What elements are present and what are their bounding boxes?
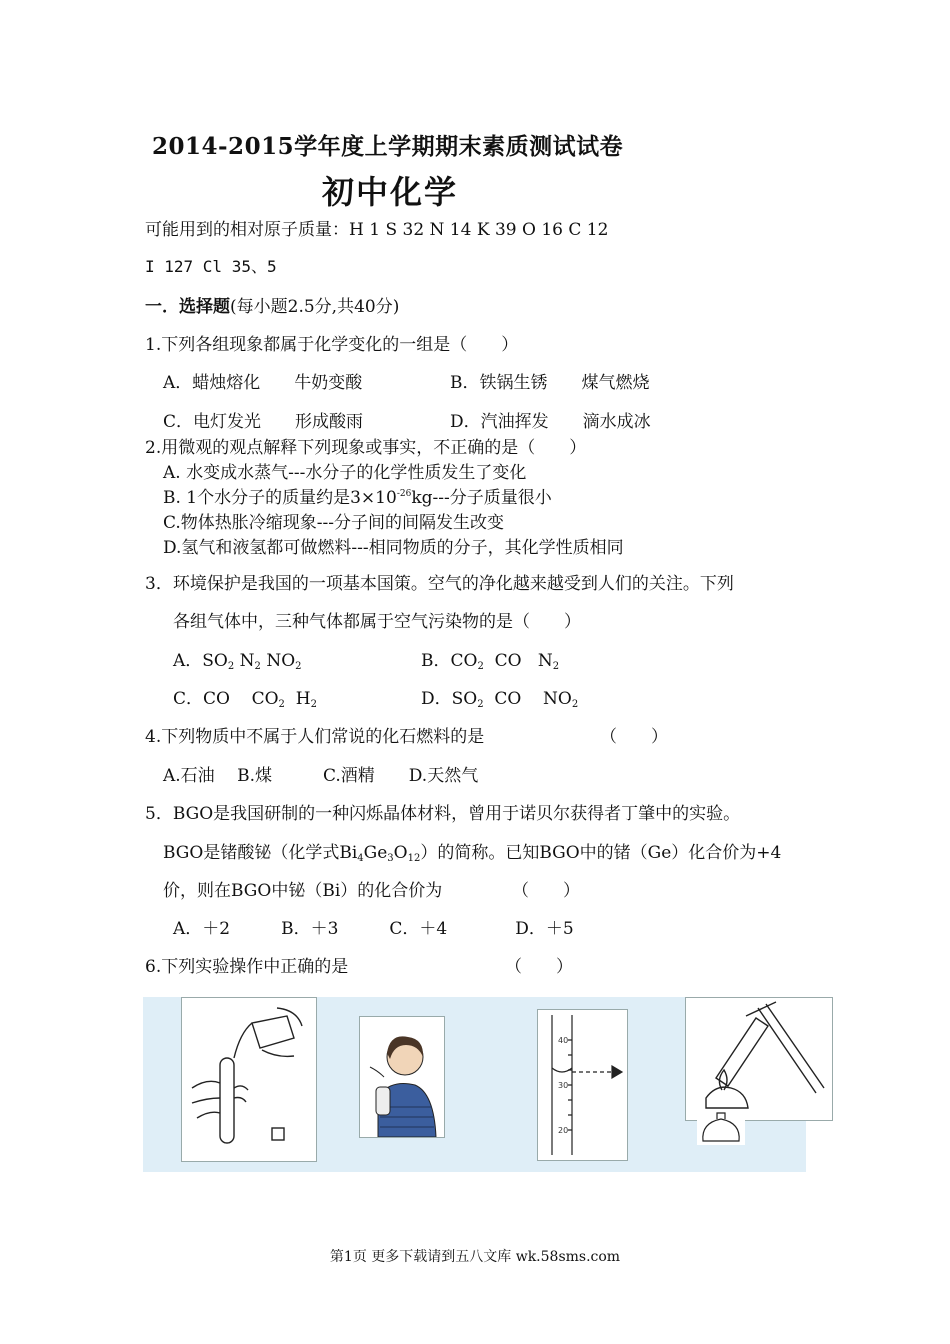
q3-option-d: [421, 684, 578, 710]
q5-line-2: [163, 838, 781, 864]
formula: O: [393, 843, 408, 863]
q2-stem: 2.用微观的观点解释下列现象或事实，不正确的是（ ）: [145, 438, 587, 458]
subscript: 2: [552, 661, 560, 672]
subscript: 3: [387, 853, 394, 864]
q3-stem-1: 3．环境保护是我国的一项基本国策。空气的净化越来越受到人们的关注。下列: [145, 574, 734, 594]
q2-b-text-end: kg---分子质量很小: [411, 488, 552, 508]
figure-smelling-gas: [359, 1016, 445, 1138]
formula: CO: [494, 651, 522, 671]
q4-answer-paren: （ ）: [600, 727, 668, 747]
subscript: 2: [571, 699, 579, 710]
q2-b-text: B. 1个水分子的质量约是3×10: [163, 488, 397, 508]
subscript: 2: [477, 661, 484, 672]
formula: CO: [450, 651, 478, 671]
subject-title: 初中化学: [322, 173, 459, 211]
q1-option-d: D．汽油挥发 滴水成冰: [450, 412, 651, 432]
subscript: 4: [357, 853, 364, 864]
formula: SO: [451, 689, 478, 709]
svg-text:30: 30: [558, 1081, 569, 1090]
q1-option-a: A．蜡烛熔化 牛奶变酸: [163, 373, 363, 393]
exam-title: 2014-2015学年度上学期期末素质测试试卷: [152, 133, 624, 160]
q2-option-d: D.氢气和液氢都可做燃料---相同物质的分子，其化学性质相同: [163, 538, 624, 558]
formula: N: [537, 651, 553, 671]
q3-d-label: D．: [421, 689, 452, 709]
q2-option-c: C.物体热胀冷缩现象---分子间的间隔发生改变: [163, 513, 505, 533]
subscript: 2: [254, 661, 261, 672]
q5-text-end: ）的简称。已知BGO中的锗（Ge）化合价为+4: [420, 843, 782, 863]
subscript: 2: [278, 699, 285, 710]
formula: CO: [203, 689, 230, 709]
figure-alcohol-lamp: [697, 1111, 745, 1145]
atomic-mass-line-1: 可能用到的相对原子质量：H 1 S 32 N 14 K 39 O 16 C 12: [145, 220, 609, 240]
q5-options: A．＋2 B．＋3 C．＋4 D．＋5: [173, 919, 574, 939]
q4-stem: 4.下列物质中不属于人们常说的化石燃料的是: [145, 727, 485, 747]
formula: NO: [543, 689, 572, 709]
q1-option-c: C．电灯发光 形成酸雨: [163, 412, 364, 432]
q5-line-3: 价，则在BGO中铋（Bi）的化合价为: [163, 881, 443, 901]
q5-line-1: 5．BGO是我国研制的一种闪烁晶体材料，曾用于诺贝尔获得者丁肇中的实验。: [145, 804, 741, 824]
section-title: 一．选择题: [145, 297, 230, 317]
atomic-mass-line-2: I 127 Cl 35、5: [145, 257, 277, 276]
figure-pouring-liquid: [181, 997, 317, 1162]
section-heading: [145, 292, 399, 317]
svg-text:40: 40: [558, 1036, 569, 1045]
q3-option-a: [173, 646, 302, 672]
subscript: 2: [310, 699, 317, 710]
q6-stem: 6.下列实验操作中正确的是: [145, 957, 349, 977]
q3-option-c: [173, 684, 317, 710]
q3-b-label: B．: [421, 651, 451, 671]
subscript: 2: [227, 661, 235, 672]
formula: CO: [251, 689, 279, 709]
q5-text: BGO是锗酸铋（化学式Bi: [163, 843, 358, 863]
formula: SO: [202, 651, 228, 671]
q3-c-label: C．: [173, 689, 204, 709]
formula: N: [239, 651, 255, 671]
subscript: 2: [295, 661, 302, 672]
q1-stem: 1.下列各组现象都属于化学变化的一组是（ ）: [145, 335, 519, 355]
svg-text:20: 20: [558, 1126, 569, 1135]
q1-option-b: B．铁锅生锈 煤气燃烧: [450, 373, 650, 393]
q6-answer-paren: （ ）: [505, 957, 573, 977]
q2-option-a: A. 水变成水蒸气---水分子的化学性质发生了变化: [163, 463, 527, 483]
q4-options: A.石油 B.煤 C.酒精 D.天然气: [163, 766, 479, 786]
figure-graduated-cylinder: [537, 1009, 628, 1161]
q2-b-exponent: -26: [396, 489, 412, 499]
section-note: (每小题2.5分,共40分): [230, 297, 400, 317]
q3-a-label: A．: [173, 651, 203, 671]
q3-option-b: [421, 646, 559, 672]
page-footer: 第1页 更多下载请到五八文库 wk.58sms.com: [329, 1249, 621, 1265]
figure-heating-test-tube: [685, 997, 833, 1121]
subscript: 12: [407, 853, 421, 864]
formula: Ge: [363, 843, 388, 863]
formula: NO: [266, 651, 296, 671]
formula: H: [295, 689, 311, 709]
q2-option-b: [163, 483, 552, 508]
q5-answer-paren: （ ）: [512, 881, 580, 901]
formula: CO: [494, 689, 522, 709]
subscript: 2: [477, 699, 484, 710]
q3-stem-2: 各组气体中，三种气体都属于空气污染物的是（ ）: [173, 612, 581, 632]
